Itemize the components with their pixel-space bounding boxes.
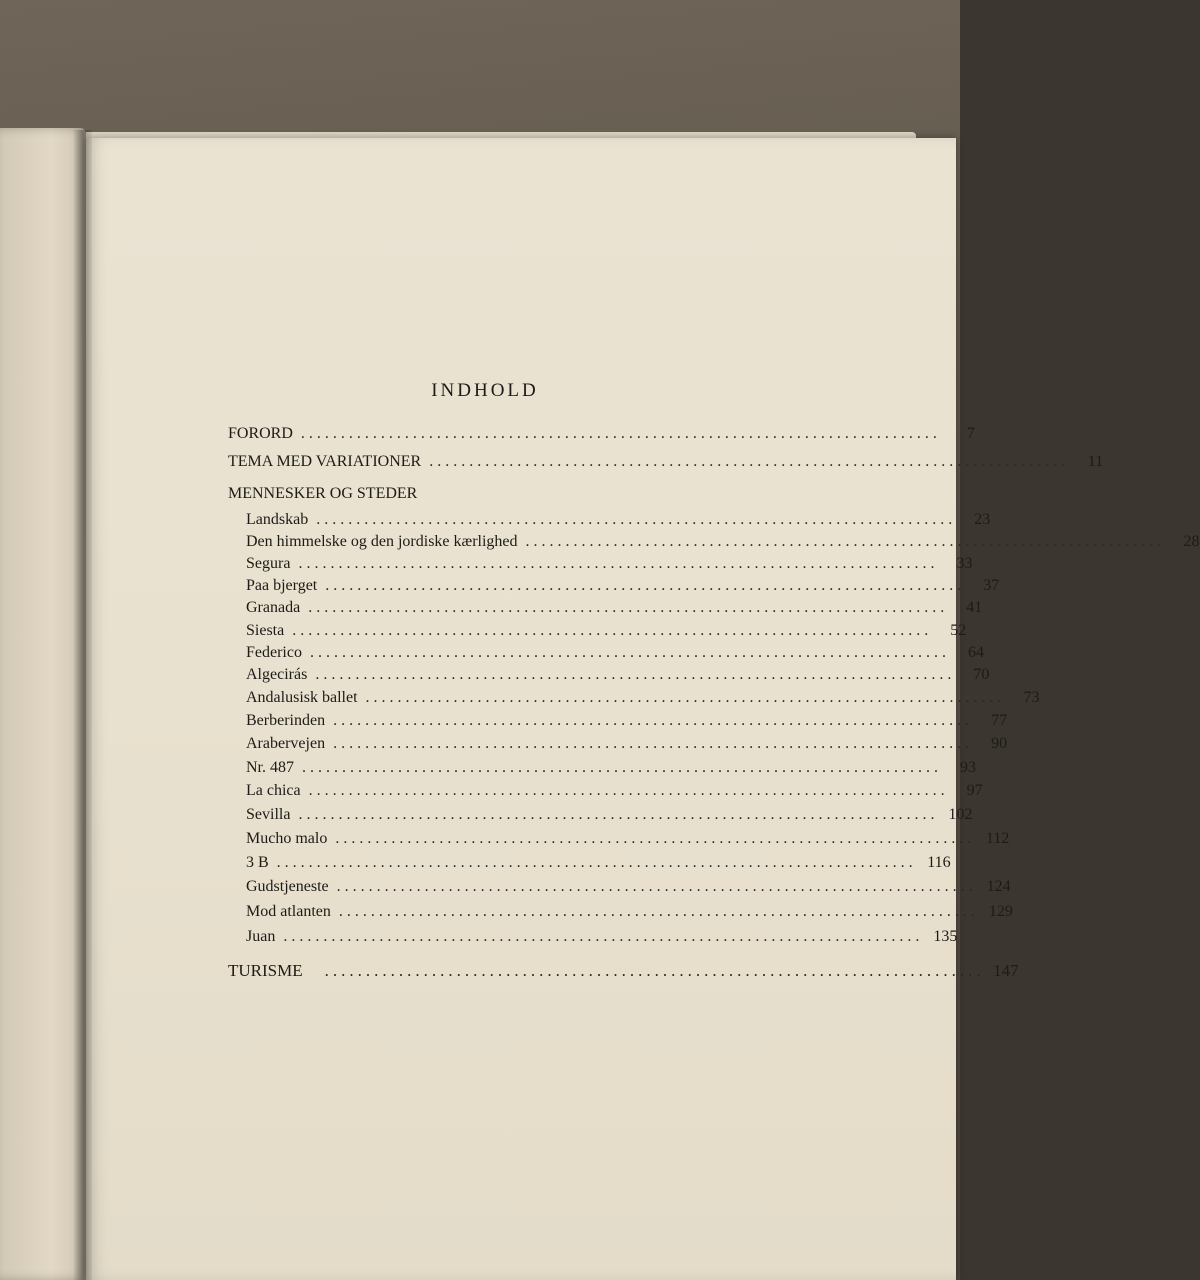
entry-label: FORORD — [228, 425, 293, 442]
toc-entry — [246, 576, 1000, 596]
toc-entry — [246, 829, 1010, 849]
entry-page: 11 — [1087, 453, 1104, 470]
dot-leader: ................................................................................ — [316, 511, 957, 528]
entry-page: 52 — [950, 622, 967, 639]
dot-leader: ................................................................................ — [308, 599, 949, 616]
dot-leader: ................................................................................ — [365, 689, 1006, 706]
entry-page: 147 — [993, 961, 1019, 980]
entry-label: Mod atlanten — [246, 903, 331, 920]
entry-label: Federico — [246, 644, 302, 661]
entry-page: 112 — [985, 830, 1010, 847]
dot-leader: ................................................................................ — [309, 644, 950, 661]
entry-page: 7 — [966, 425, 975, 442]
dot-leader: ................................................................................ — [429, 453, 1070, 470]
entry-label: Granada — [246, 599, 301, 616]
entry-label: 3 B — [246, 854, 269, 871]
toc-entry — [246, 711, 1008, 731]
entry-label: Andalusisk ballet — [246, 689, 358, 706]
dot-leader: ................................................................................ — [315, 666, 956, 683]
dot-leader: ................................................................................ — [333, 712, 974, 729]
toc-entry — [246, 734, 1008, 754]
entry-label: Algecirás — [246, 666, 308, 683]
toc-entry — [228, 452, 1104, 472]
toc-entry — [246, 781, 983, 801]
entry-page: 37 — [983, 577, 1000, 594]
dot-leader: ................................................................................ — [335, 830, 976, 847]
entry-label: Arabervejen — [246, 735, 326, 752]
toc-entry — [246, 877, 1011, 897]
entry-page: 97 — [966, 782, 983, 799]
dot-leader: ................................................................................ — [283, 928, 924, 945]
toc-entry — [246, 853, 951, 873]
entry-page: 124 — [986, 878, 1011, 895]
toc-entry — [246, 532, 1200, 552]
entry-label: Paa bjerget — [246, 577, 318, 594]
toc-entry — [228, 424, 975, 444]
entry-page: 28 — [1183, 533, 1200, 550]
toc-entry — [246, 688, 1040, 708]
toc-entry — [246, 665, 990, 685]
dot-leader: ................................................................................ — [298, 555, 939, 572]
dot-leader: ................................................................................ — [276, 854, 917, 871]
entry-page: 70 — [973, 666, 990, 683]
toc-entry — [246, 927, 958, 947]
toc-entry — [246, 554, 973, 574]
entry-label: Sevilla — [246, 806, 291, 823]
entry-label: Gudstjeneste — [246, 878, 329, 895]
entry-page: 73 — [1023, 689, 1040, 706]
dot-leader: ................................................................................ — [525, 533, 1166, 550]
entry-page: 64 — [967, 644, 984, 661]
entry-page: 129 — [988, 903, 1013, 920]
dot-leader: ................................................................................ — [333, 735, 974, 752]
entry-page: 33 — [956, 555, 973, 572]
entry-label: Den himmelske og den jordiske kærlighed — [246, 533, 518, 550]
entry-label: Juan — [246, 928, 276, 945]
entry-label: Berberinden — [246, 712, 326, 729]
dot-leader: ................................................................................ — [300, 425, 941, 442]
dot-leader: ................................................................................ — [325, 577, 966, 594]
dot-leader: ................................................................................ — [336, 878, 977, 895]
toc-entry — [246, 758, 976, 778]
toc-entry — [246, 805, 973, 825]
dot-leader: ................................................................................ — [338, 903, 979, 920]
dot-leader: ................................................................................ — [298, 806, 939, 823]
entry-page: 23 — [974, 511, 991, 528]
toc-entry — [246, 643, 984, 663]
entry-page: 41 — [966, 599, 983, 616]
entry-page: 90 — [991, 735, 1008, 752]
entry-page: 135 — [933, 928, 958, 945]
toc-title: INDHOLD — [431, 380, 539, 401]
entry-label: TEMA MED VARIATIONER — [228, 453, 422, 470]
entry-label: La chica — [246, 782, 301, 799]
entry-label: Siesta — [246, 622, 285, 639]
dot-leader: ................................................................................ — [292, 622, 933, 639]
toc-entry — [228, 961, 1019, 981]
dot-leader: ................................................................................ — [302, 759, 942, 776]
entry-page: 93 — [960, 759, 976, 776]
entry-label: TURISME — [228, 961, 303, 980]
toc-entry — [246, 621, 967, 641]
entry-page: 102 — [948, 806, 973, 823]
toc-entry — [246, 902, 1013, 922]
entry-label: Segura — [246, 555, 291, 572]
section-heading: MENNESKER OG STEDER — [228, 485, 418, 502]
dot-leader: ................................................................................ — [324, 961, 985, 980]
entry-label: Nr. 487 — [246, 759, 294, 776]
toc-entry — [246, 598, 983, 618]
entry-label: Mucho malo — [246, 830, 328, 847]
dot-leader: ................................................................................ — [308, 782, 949, 799]
toc-entry — [246, 510, 991, 530]
entry-label: Landskab — [246, 511, 309, 528]
entry-page: 77 — [991, 712, 1008, 729]
entry-page: 116 — [927, 854, 951, 871]
